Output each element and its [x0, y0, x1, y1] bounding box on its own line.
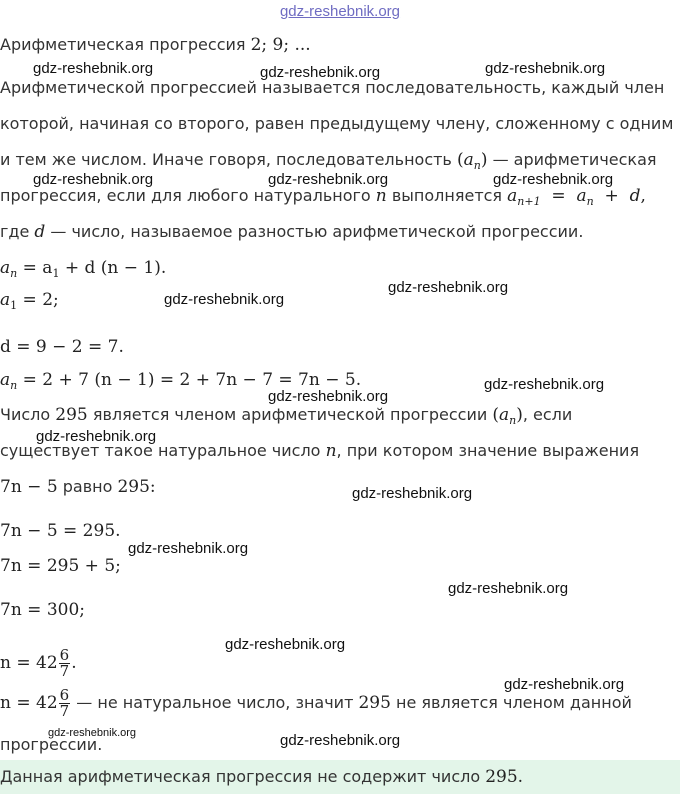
definition-line-1: Арифметической прогрессией называется последовательность, каждый член — [0, 78, 665, 97]
natural-n-symbol-2: n — [325, 441, 337, 461]
watermark: gdz-reshebnik.org — [225, 636, 346, 653]
watermark: gdz-reshebnik.org — [260, 64, 381, 81]
watermark: gdz-reshebnik.org — [448, 580, 569, 597]
general-formula: $a_n = a_1 + d$ (n − 1). — [0, 258, 167, 280]
watermark: gdz-reshebnik.org — [388, 279, 509, 296]
conclusion-line-2: прогрессии. — [0, 735, 103, 754]
conclusion-number: 295 — [358, 693, 391, 713]
equation-1: 7n − 5 = 295. — [0, 521, 121, 541]
watermark: gdz-reshebnik.org — [352, 485, 473, 502]
answer-box — [0, 760, 680, 794]
equation-4 — [0, 646, 77, 680]
equation-4-left: n = 42 — [0, 653, 58, 673]
definition-text-5b: — число, называемое разностью арифметической прогрессии. — [50, 222, 584, 241]
fraction-denominator: 7 — [59, 662, 70, 680]
a1-value-text: = 2; — [22, 290, 59, 310]
a1-value: $a_1 = 2$; — [0, 290, 59, 312]
definition-text-5a: где — [0, 222, 30, 241]
sequence-symbol-2: $(a_n)$ — [492, 405, 523, 427]
equation-3: 7n = 300; — [0, 600, 85, 620]
heading-text: Арифметическая прогрессия — [0, 35, 246, 54]
check-text-1a: Число — [0, 405, 51, 424]
conclusion-n-value: n = 42 $\frac{6}{7}$ — [0, 686, 70, 720]
check-line-3 — [0, 477, 156, 497]
watermark: gdz-reshebnik.org — [164, 291, 285, 308]
equation-2: 7n = 295 + 5; — [0, 556, 121, 576]
definition-text-3a: и тем же числом. Иначе говоря, последовательность — [0, 150, 452, 169]
watermark: gdz-reshebnik.org — [36, 428, 157, 445]
check-text-2b: , при котором значение выражения — [336, 441, 640, 460]
check-text-1b: является членом арифметической прогрессии — [92, 405, 488, 424]
problem-heading — [0, 35, 311, 55]
difference-d-symbol: d — [34, 222, 46, 242]
fraction-6-7 — [59, 648, 71, 679]
watermark: gdz-reshebnik.org — [280, 732, 401, 749]
an-calculation: $a_n = 2 + 7$ (n − 1) = 2 + 7n − 7 = 7n − 5. — [0, 370, 362, 392]
definition-text-4b: выполняется — [391, 186, 503, 205]
equals-value: 295: — [117, 477, 156, 497]
check-number: 295 — [55, 405, 88, 425]
watermark: gdz-reshebnik.org — [128, 540, 249, 557]
conclusion-text-b: не является членом данной — [396, 693, 632, 712]
definition-text-3b: — арифметическая — [492, 150, 657, 169]
answer-text: Данная арифметическая прогрессия не содержит число — [0, 767, 481, 786]
watermark: gdz-reshebnik.org — [268, 171, 389, 188]
expression-7n-5: 7n − 5 — [0, 477, 58, 497]
watermark: gdz-reshebnik.org — [484, 376, 605, 393]
general-formula-mid: = a — [22, 258, 53, 278]
natural-n-symbol: n — [375, 186, 387, 206]
watermark: gdz-reshebnik.org — [48, 727, 137, 739]
watermark: gdz-reshebnik.org — [485, 60, 606, 77]
watermark: gdz-reshebnik.org — [33, 171, 154, 188]
d-calculation: d = 9 − 2 = 7. — [0, 337, 124, 357]
heading-sequence: 2; 9; ... — [250, 35, 311, 55]
equals-word: равно — [62, 477, 113, 496]
general-formula-tail: + d (n − 1). — [64, 258, 167, 278]
recurrence-formula: $a_{n+1} = a_n + d$, — [507, 186, 646, 208]
watermark-link[interactable]: gdz-reshebnik.org — [279, 3, 401, 20]
check-line-1 — [0, 405, 572, 427]
equation-4-end: . — [71, 653, 77, 673]
definition-line-3 — [0, 150, 657, 172]
watermark: gdz-reshebnik.org — [504, 676, 625, 693]
watermark: gdz-reshebnik.org — [493, 171, 614, 188]
fraction-numerator: 6 — [59, 646, 70, 664]
watermark: gdz-reshebnik.org — [268, 388, 389, 405]
answer-number: 295. — [485, 767, 524, 787]
check-text-1c: , если — [522, 405, 573, 424]
check-text-2a: существует такое натуральное число — [0, 441, 321, 460]
definition-line-5 — [0, 222, 583, 242]
sequence-symbol: $(a_n)$ — [456, 150, 488, 172]
definition-text-4a: прогрессия, если для любого натурального — [0, 186, 371, 205]
fraction-6-7-b: $\frac{6}{7}$ — [59, 686, 70, 720]
definition-line-4 — [0, 186, 646, 208]
definition-line-2: которой, начиная со второго, равен предыдущему члену, сложенному с одним — [0, 114, 674, 133]
an-calculation-text: = 2 + 7 (n − 1) = 2 + 7n − 7 = 7n − 5. — [22, 370, 362, 390]
conclusion-text-a: — не натуральное число, значит — [76, 693, 354, 712]
watermark: gdz-reshebnik.org — [33, 60, 154, 77]
